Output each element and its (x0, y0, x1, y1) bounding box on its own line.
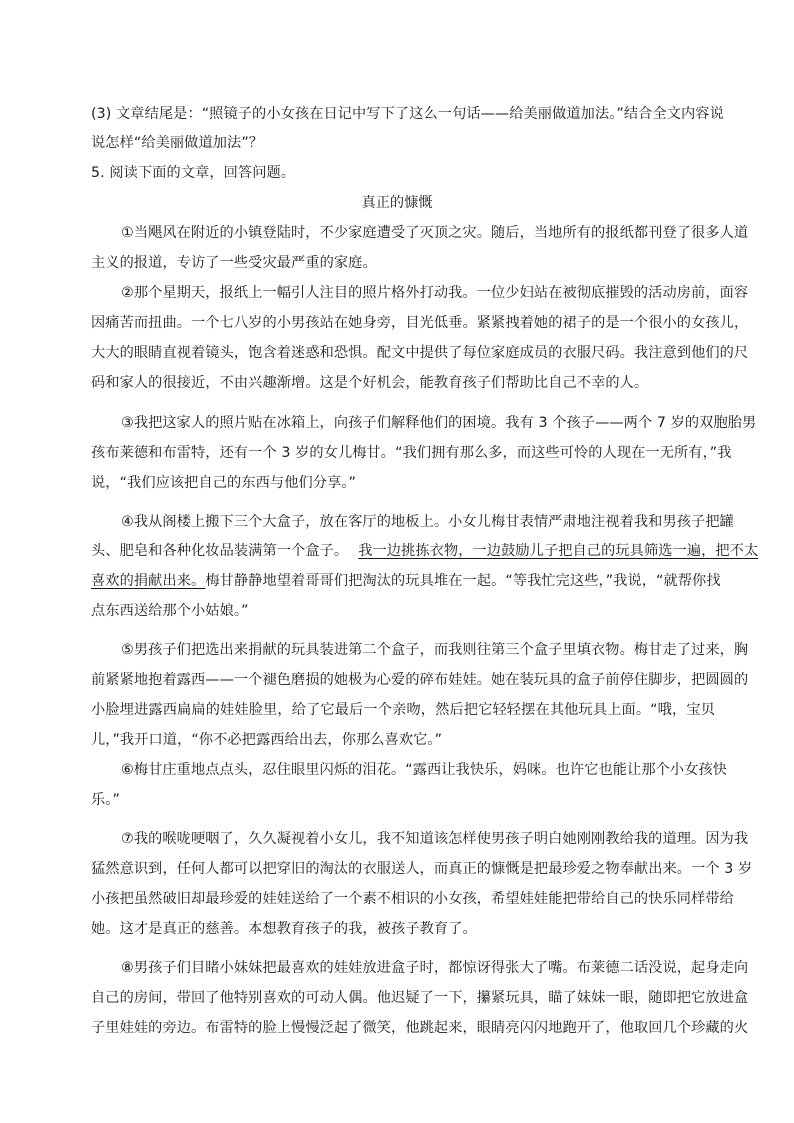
article-line: ⑥梅甘庄重地点点头，忍住眼里闪烁的泪花。“露西让我快乐，妈咪。也许它也能让那个小女孩快 (121, 762, 728, 778)
article-text: 梅甘静静地望着哥哥们把淘汰的玩具堆在一起。“等我忙完这些，”我说，“就帮你找 (205, 573, 721, 589)
article-line: 自己的房间，带回了他特别喜欢的可动人偶。他迟疑了一下，攥紧玩具，瞄了妹妹一眼，随即把它放进盒 (91, 990, 749, 1006)
article-line: 猛然意识到，任何人都可以把穿旧的淘汰的衣服送人，而真正的慷慨是把最珍爱之物奉献出来。一个 3 岁 (91, 861, 753, 877)
article-line: 点东西送给那个小姑娘。” (91, 603, 249, 619)
article-line: 主义的报道，专访了一些受灾最严重的家庭。 (91, 255, 377, 271)
underlined-sentence: 一边鼓励儿子把自己的玩具筛选一遍，把不太 (472, 543, 759, 559)
article-line: 小脸埋进露西扁扁的娃娃脸里，给了它最后一个亲吻，然后把它轻轻摆在其他玩具上面。“哦，宝贝 (91, 702, 715, 718)
underlined-sentence: 喜欢的捐献出来。 (91, 573, 206, 589)
question-line-1: (3) 文章结尾是：“照镜子的小女孩在日记中写下了这么一句话——给美丽做道加法。”结合全文内容说 (91, 106, 724, 122)
underlined-sentence: 我一边挑拣衣物， (358, 543, 473, 559)
article-line: ①当飓风在附近的小镇登陆时，不少家庭遭受了灭顶之灾。随后，当地所有的报纸都刊登了很多人道 (121, 225, 749, 241)
article-line: 小孩把虽然破旧却最珍爱的娃娃送给了一个素不相识的小女孩，希望娃娃能把带给自己的快乐同样带给 (91, 891, 734, 907)
article-line: 儿，”我开口道，“你不必把露西给出去，你那么喜欢它。” (91, 732, 443, 748)
article-line: ②那个星期天，报纸上一幅引人注目的照片格外打动我。一位少妇站在被彻底摧毁的活动房前，面容 (121, 285, 749, 301)
article-line: 大大的眼睛直视着镜头，饱含着迷惑和恐惧。配文中提供了每位家庭成员的衣服尺码。我注意到他们的尺 (91, 345, 749, 361)
question-line-2: 说怎样“给美丽做道加法”？ (91, 135, 264, 151)
article-line: 乐。” (91, 792, 120, 808)
article-line: ⑧男孩子们目睹小妹妹把最喜欢的娃娃放进盒子时，都惊讶得张大了嘴。布莱德二话没说，起身走向 (121, 960, 749, 976)
article-line: 她。这才是真正的慈善。本想教育孩子的我，被孩子教育了。 (91, 921, 477, 937)
article-line: 子里娃娃的旁边。布雷特的脸上慢慢泛起了微笑，他跳起来，眼睛亮闪闪地跑开了，他取回几个珍藏的火 (91, 1020, 749, 1036)
article-line: 码和家人的很接近，不由兴趣渐增。这是个好机会，能教育孩子们帮助比自己不幸的人。 (91, 375, 649, 391)
article-line: ⑦我的喉咙哽咽了，久久凝视着小女儿，我不知道该怎样使男孩子明白她刚刚教给我的道理。因为我 (121, 831, 749, 847)
article-text: 头、肥皂和各种化妆品装满第一个盒子。 (91, 543, 349, 559)
section-instruction: 5. 阅读下面的文章，回答问题。 (91, 165, 296, 181)
article-line: 孩布莱德和布雷特，还有一个 3 岁的女儿梅甘。“我们拥有那么多，而这些可怜的人现在一无所有，”我 (91, 445, 732, 461)
article-line-mixed (91, 571, 721, 591)
article-line: ③我把这家人的照片贴在冰箱上，向孩子们解释他们的困境。我有 3 个孩子——两个 7 岁的双胞胎男 (121, 415, 757, 431)
article-line: 因痛苦而扭曲。一个七八岁的小男孩站在她身旁，目光低垂。紧紧拽着她的裙子的是一个很小的女孩儿， (91, 315, 749, 331)
article-line: 说，“我们应该把自己的东西与他们分享。” (91, 475, 356, 491)
article-line: 前紧紧地抱着露西——一个褪色磨损的她极为心爱的碎布娃娃。她在装玩具的盒子前停住脚步，把圆圆的 (91, 672, 749, 688)
article-title: 真正的慷慨 (361, 195, 433, 211)
article-line: ④我从阁楼上搬下三个大盒子，放在客厅的地板上。小女儿梅甘表情严肃地注视着我和男孩子把罐 (121, 514, 734, 530)
article-line-mixed (91, 541, 759, 561)
article-line: ⑤男孩子们把选出来捐献的玩具装进第二个盒子，而我则往第三个盒子里填衣物。梅甘走了过来，胸 (121, 642, 749, 658)
